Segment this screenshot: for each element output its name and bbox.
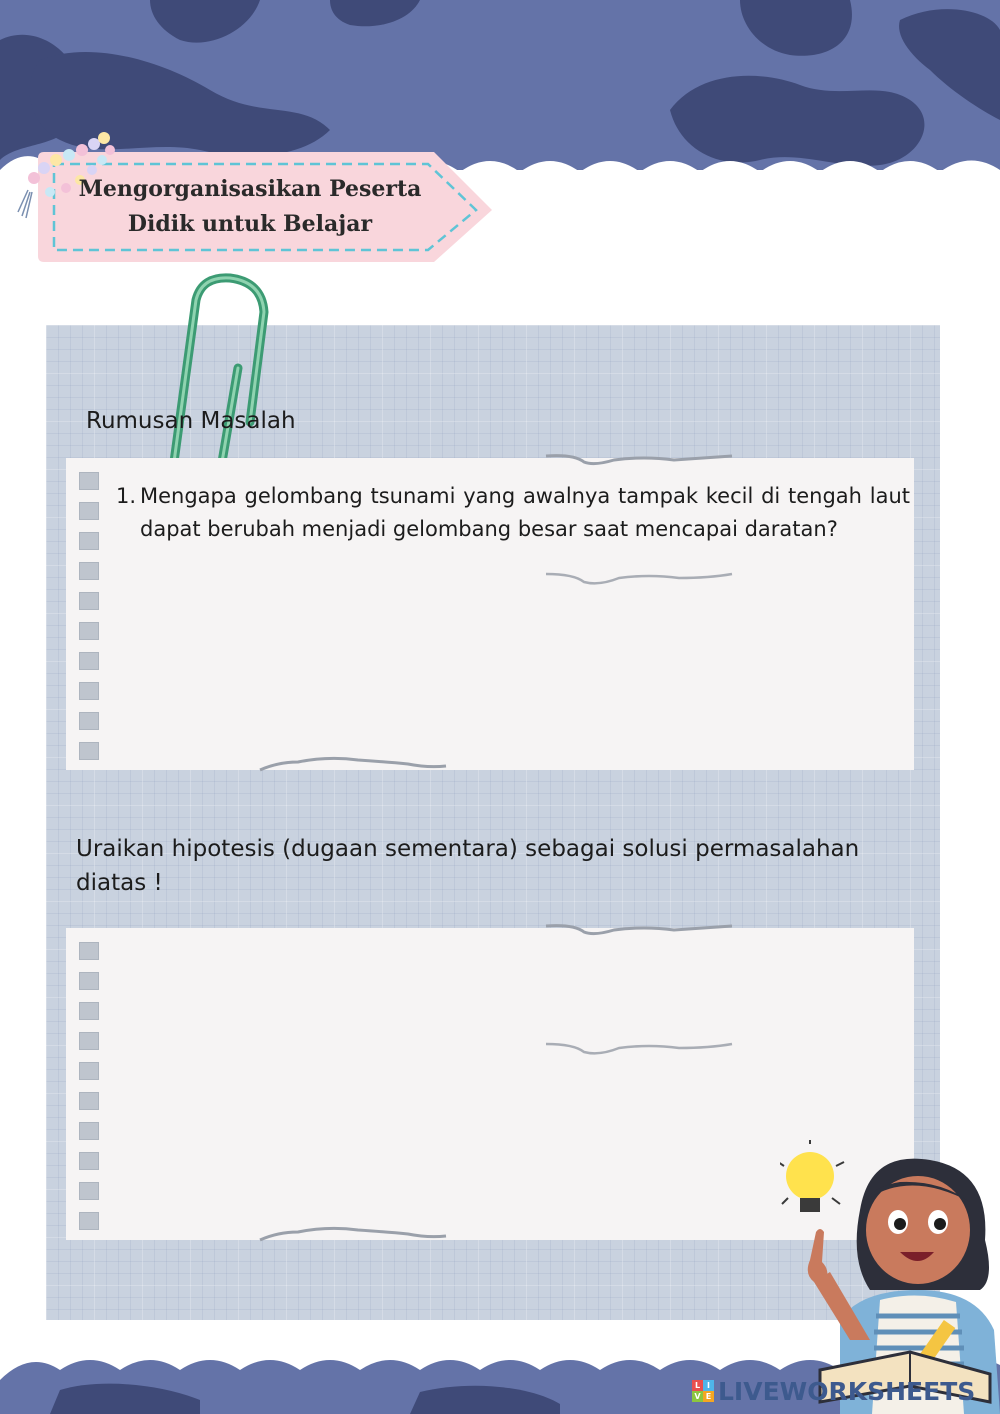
page-title: Mengorganisasikan Peserta Didik untuk Belajar (78, 176, 422, 237)
liveworksheets-logo-icon: L I V E (692, 1380, 714, 1402)
question-number: 1. (116, 484, 137, 508)
paper-tear-decoration (544, 1040, 734, 1062)
paper-tear-decoration (258, 1224, 448, 1246)
paper-tear-decoration (544, 922, 734, 944)
question-text: Mengapa gelombang tsunami yang awalnya tampak kecil di tengah laut dapat berubah menjadi gelombang besar saat mencapai daratan? (140, 484, 910, 541)
question-item (112, 480, 910, 546)
thinking-girl-illustration (780, 1140, 1000, 1414)
brand-text: LIVEWORKSHEETS (718, 1376, 976, 1406)
hypothesis-prompt: Uraikan hipotesis (dugaan sementara) sebagai solusi permasalahan diatas ! (76, 836, 860, 896)
notebook-holes (79, 472, 99, 772)
paper-tear-decoration (544, 452, 734, 474)
question-list (112, 480, 910, 546)
problem-section-label: Rumusan Masalah (86, 408, 296, 434)
notebook-holes (79, 942, 99, 1242)
hypothesis-answer-input[interactable] (112, 946, 896, 1226)
problem-card (66, 458, 914, 770)
liveworksheets-brand[interactable] (692, 1374, 975, 1408)
paper-tear-decoration (544, 570, 734, 592)
lightbulb-icon (780, 1140, 844, 1212)
paper-clip-icon (150, 272, 280, 472)
paper-tear-decoration (258, 754, 448, 776)
